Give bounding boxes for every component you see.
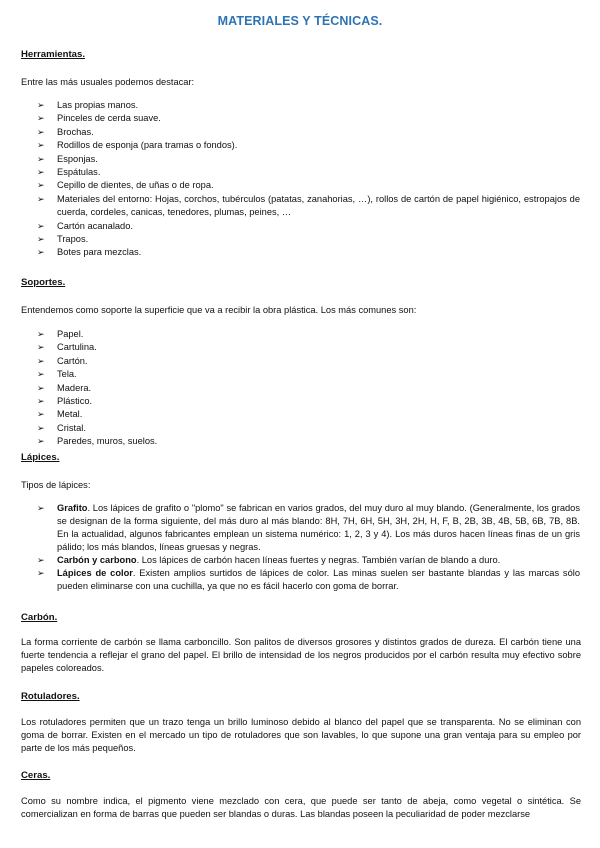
list-item: ➢ Tela. xyxy=(0,368,580,381)
page-title: MATERIALES Y TÉCNICAS. xyxy=(217,14,383,28)
arrow-bullet-icon: ➢ xyxy=(37,100,45,110)
list-item: ➢ Cartón. xyxy=(0,355,580,368)
term-grafito: Grafito xyxy=(57,503,88,513)
soportes-intro: Entendemos como soporte la superficie que va a recibir la obra plástica. Los más comunes son: xyxy=(21,305,417,315)
arrow-bullet-icon: ➢ xyxy=(37,503,45,513)
list-item: ➢ Grafito. Los lápices de grafito o "plomo" se fabrican en varios grados, del muy duro al muy blando. (Generalmente, los grados se designan de la forma siguiente, del más duro al más blando: 8H, 7H, 6H, 5H, 3H, 2H, H, F, B, 2B, 3B, 4B, 5B, 6B, 7B, 8B. En la actualidad, algunos fabricantes emplean un sistema numérico: 1, 2, 3 y 4). Los más duros hacen líneas finas de un gris pálido; los más blandos, líneas gruesas y negras. xyxy=(37,503,580,552)
list-item: ➢ Esponjas. xyxy=(0,153,580,166)
list-item: ➢ Trapos. xyxy=(0,233,580,246)
lapices-list xyxy=(0,502,580,593)
list-item: ➢ Papel. xyxy=(0,328,580,341)
soportes-list xyxy=(0,328,580,449)
carbon-paragraph: La forma corriente de carbón se llama carboncillo. Son palitos de diversos grosores y distintos grados de dureza. El carbón tiene una fuerte tendencia a reflejar el grano del papel. El brillo de intensidad de los negros producidos por el carbón resulta muy efectivo sobre papeles coloreados. xyxy=(21,637,581,673)
list-item: ➢ Cartulina. xyxy=(0,341,580,354)
arrow-bullet-icon: ➢ xyxy=(37,140,45,151)
list-item: ➢ Cartón acanalado. xyxy=(0,220,580,233)
list-item: ➢ Metal. xyxy=(0,408,580,421)
arrow-bullet-icon: ➢ xyxy=(37,193,45,204)
arrow-bullet-icon: ➢ xyxy=(37,234,45,245)
arrow-bullet-icon: ➢ xyxy=(37,355,45,366)
list-item: ➢ Carbón y carbono. Los lápices de carbón hacen líneas fuertes y negras. También varían de blando a duro. xyxy=(37,555,501,565)
arrow-bullet-icon: ➢ xyxy=(37,247,45,258)
heading-ceras: Ceras. xyxy=(21,770,51,781)
arrow-bullet-icon: ➢ xyxy=(37,153,45,164)
arrow-bullet-icon: ➢ xyxy=(37,167,45,178)
heading-soportes: Soportes. xyxy=(21,277,66,288)
arrow-bullet-icon: ➢ xyxy=(37,422,45,433)
list-item: ➢ Cepillo de dientes, de uñas o de ropa. xyxy=(0,179,580,192)
arrow-bullet-icon: ➢ xyxy=(37,369,45,380)
arrow-bullet-icon: ➢ xyxy=(37,126,45,137)
arrow-bullet-icon: ➢ xyxy=(37,555,45,565)
list-item: ➢ Las propias manos. xyxy=(0,99,580,112)
list-item: ➢ Espátulas. xyxy=(0,166,580,179)
arrow-bullet-icon: ➢ xyxy=(37,382,45,393)
heading-carbon: Carbón. xyxy=(21,612,58,623)
herramientas-intro: Entre las más usuales podemos destacar: xyxy=(21,77,195,87)
arrow-bullet-icon: ➢ xyxy=(37,220,45,231)
list-item: ➢ Materiales del entorno: Hojas, corchos, tubérculos (patatas, zanahorias, …), rollos de cartón de papel higiénico, estropajos de cuerda, cordeles, canicas, tenedores, plumas, peines, … xyxy=(37,193,580,218)
arrow-bullet-icon: ➢ xyxy=(37,113,45,124)
list-item: ➢ Botes para mezclas. xyxy=(0,246,580,259)
list-item: ➢ Cristal. xyxy=(0,422,580,435)
arrow-bullet-icon: ➢ xyxy=(37,342,45,353)
term-carbon: Carbón y carbono xyxy=(57,555,137,565)
list-item: ➢ Brochas. xyxy=(0,126,580,139)
list-item: ➢ Rodillos de esponja (para tramas o fondos). xyxy=(0,139,580,152)
arrow-bullet-icon: ➢ xyxy=(37,329,45,339)
arrow-bullet-icon: ➢ xyxy=(37,396,45,407)
arrow-bullet-icon: ➢ xyxy=(37,436,45,447)
list-item: ➢ Pinceles de cerda suave. xyxy=(0,112,580,125)
ceras-paragraph: Como su nombre indica, el pigmento viene mezclado con cera, que puede ser tanto de abeja, como vegetal o sintética. Se comercializan en forma de barras que pueden ser blandas o duras. Las blandas poseen la peculiaridad de poder mezclarse xyxy=(21,796,581,819)
list-item: ➢ Plástico. xyxy=(0,395,580,408)
herramientas-list xyxy=(0,99,580,260)
rotuladores-paragraph: Los rotuladores permiten que un trazo tenga un brillo luminoso debido al blanco del papel que se transparenta. No se eliminan con goma de borrar. Existen en el mercado un tipo de rotuladores que son lavables, lo que supone una gran ventaja para su empleo por parte de los más pequeños. xyxy=(21,717,581,753)
list-item: ➢ Madera. xyxy=(0,382,580,395)
term-color: Lápices de color xyxy=(57,568,133,578)
list-item: ➢ Lápices de color. Existen amplios surtidos de lápices de color. Las minas suelen ser bastante blandas y las marcas sólo pueden eliminarse con una cuchilla, ya que no es fácil hacerlo con goma de borrar. xyxy=(37,568,580,591)
arrow-bullet-icon: ➢ xyxy=(37,568,45,578)
heading-lapices: Lápices. xyxy=(21,452,60,463)
heading-rotuladores: Rotuladores. xyxy=(21,691,80,702)
arrow-bullet-icon: ➢ xyxy=(37,180,45,191)
heading-herramientas: Herramientas. xyxy=(21,49,85,60)
list-item: ➢ Paredes, muros, suelos. xyxy=(0,435,580,448)
arrow-bullet-icon: ➢ xyxy=(37,409,45,420)
lapices-intro: Tipos de lápices: xyxy=(21,480,91,490)
